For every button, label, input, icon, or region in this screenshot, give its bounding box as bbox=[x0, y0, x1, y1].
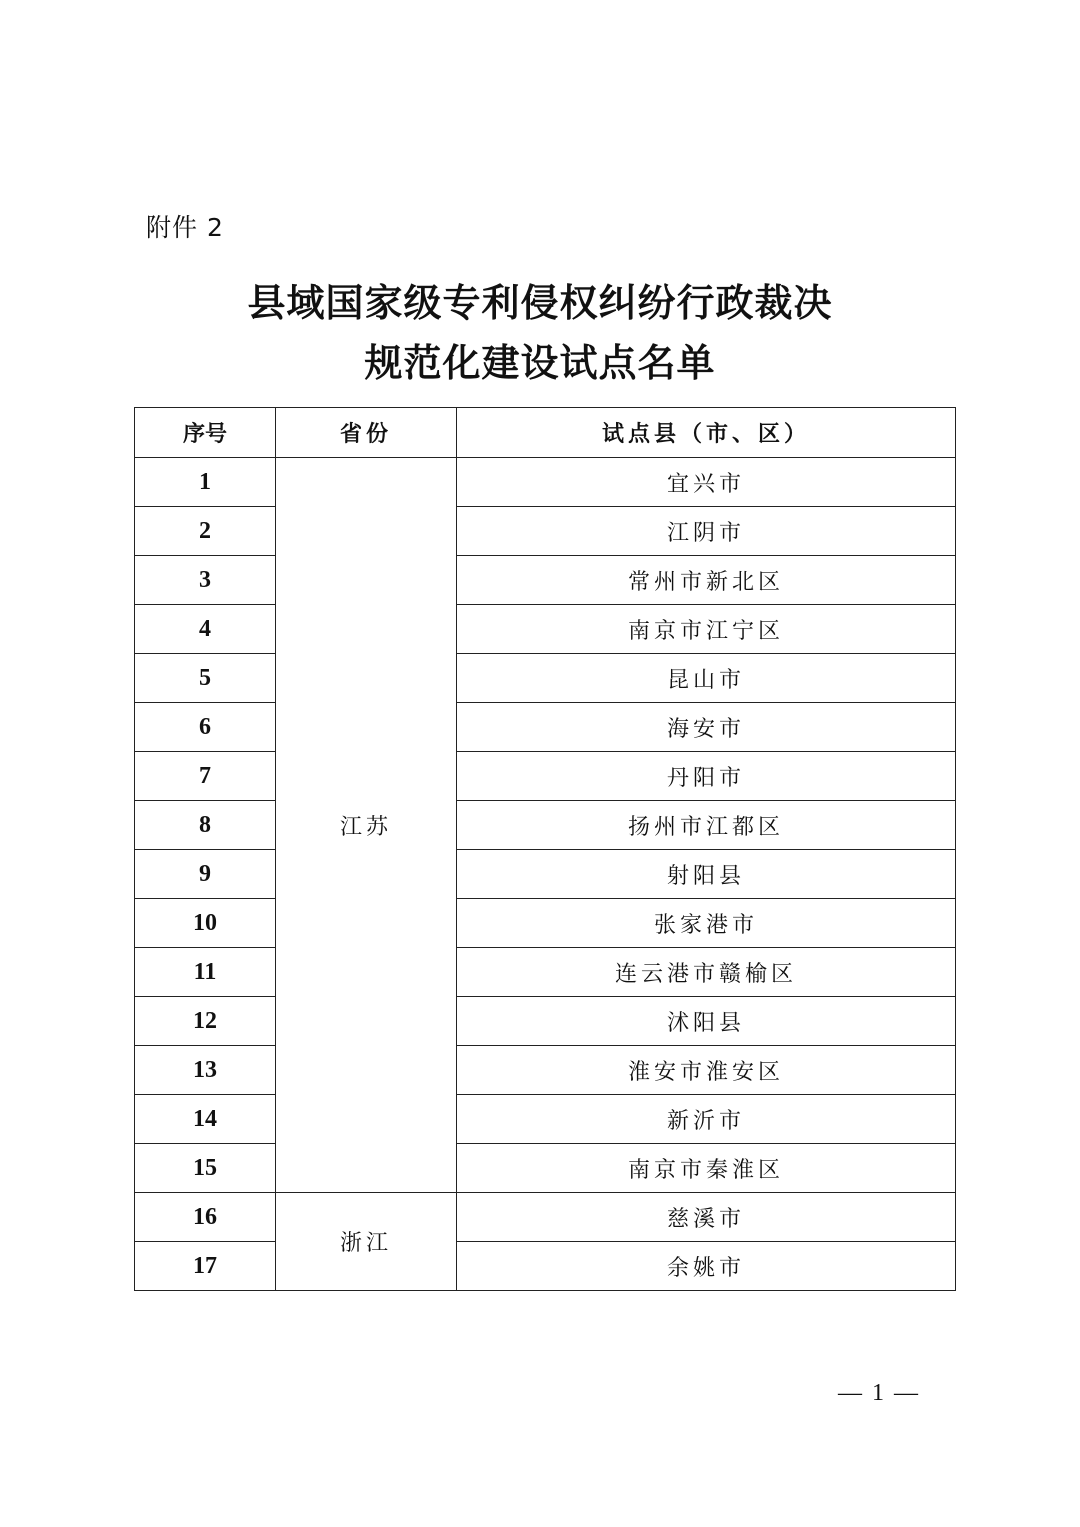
table-row bbox=[135, 850, 956, 899]
county-cell: 海安市 bbox=[457, 703, 956, 752]
table-row bbox=[135, 1144, 956, 1193]
header-province: 省份 bbox=[276, 408, 457, 458]
row-number: 6 bbox=[135, 703, 276, 752]
row-number: 9 bbox=[135, 850, 276, 899]
county-cell: 南京市秦淮区 bbox=[457, 1144, 956, 1193]
table-row bbox=[135, 752, 956, 801]
table-row bbox=[135, 703, 956, 752]
table-row bbox=[135, 801, 956, 850]
table-row bbox=[135, 997, 956, 1046]
table-row bbox=[135, 1046, 956, 1095]
county-cell: 江阴市 bbox=[457, 507, 956, 556]
row-number: 14 bbox=[135, 1095, 276, 1144]
page-number: — 1 — bbox=[838, 1380, 920, 1406]
row-number: 4 bbox=[135, 605, 276, 654]
row-number: 16 bbox=[135, 1193, 276, 1242]
county-cell: 常州市新北区 bbox=[457, 556, 956, 605]
table-row bbox=[135, 556, 956, 605]
table-row bbox=[135, 507, 956, 556]
document-title-line-2: 规范化建设试点名单 bbox=[364, 340, 716, 385]
row-number: 15 bbox=[135, 1144, 276, 1193]
table-body bbox=[135, 458, 956, 1291]
table-row bbox=[135, 1095, 956, 1144]
row-number: 13 bbox=[135, 1046, 276, 1095]
county-cell: 丹阳市 bbox=[457, 752, 956, 801]
pilot-list-table bbox=[134, 407, 956, 1291]
table-row bbox=[135, 948, 956, 997]
county-cell: 张家港市 bbox=[457, 899, 956, 948]
row-number: 5 bbox=[135, 654, 276, 703]
county-cell: 扬州市江都区 bbox=[457, 801, 956, 850]
table-row bbox=[135, 899, 956, 948]
header-county: 试点县（市、区） bbox=[457, 408, 956, 458]
row-number: 10 bbox=[135, 899, 276, 948]
table-row bbox=[135, 1193, 956, 1242]
row-number: 2 bbox=[135, 507, 276, 556]
document-title-line-1: 县域国家级专利侵权纠纷行政裁决 bbox=[247, 280, 833, 325]
row-number: 8 bbox=[135, 801, 276, 850]
county-cell: 宜兴市 bbox=[457, 458, 956, 507]
county-cell: 沭阳县 bbox=[457, 997, 956, 1046]
province-cell: 江苏 bbox=[276, 458, 457, 1193]
county-cell: 慈溪市 bbox=[457, 1193, 956, 1242]
county-cell: 新沂市 bbox=[457, 1095, 956, 1144]
province-cell: 浙江 bbox=[276, 1193, 457, 1291]
attachment-label: 附件 2 bbox=[146, 213, 224, 242]
county-cell: 昆山市 bbox=[457, 654, 956, 703]
header-no: 序号 bbox=[135, 408, 276, 458]
table-row bbox=[135, 458, 956, 507]
table-header-row bbox=[135, 408, 956, 458]
table-row bbox=[135, 1242, 956, 1291]
county-cell: 淮安市淮安区 bbox=[457, 1046, 956, 1095]
row-number: 17 bbox=[135, 1242, 276, 1291]
county-cell: 射阳县 bbox=[457, 850, 956, 899]
row-number: 3 bbox=[135, 556, 276, 605]
row-number: 12 bbox=[135, 997, 276, 1046]
row-number: 1 bbox=[135, 458, 276, 507]
table-row bbox=[135, 654, 956, 703]
county-cell: 连云港市赣榆区 bbox=[457, 948, 956, 997]
row-number: 11 bbox=[135, 948, 276, 997]
row-number: 7 bbox=[135, 752, 276, 801]
county-cell: 南京市江宁区 bbox=[457, 605, 956, 654]
table-row bbox=[135, 605, 956, 654]
county-cell: 余姚市 bbox=[457, 1242, 956, 1291]
